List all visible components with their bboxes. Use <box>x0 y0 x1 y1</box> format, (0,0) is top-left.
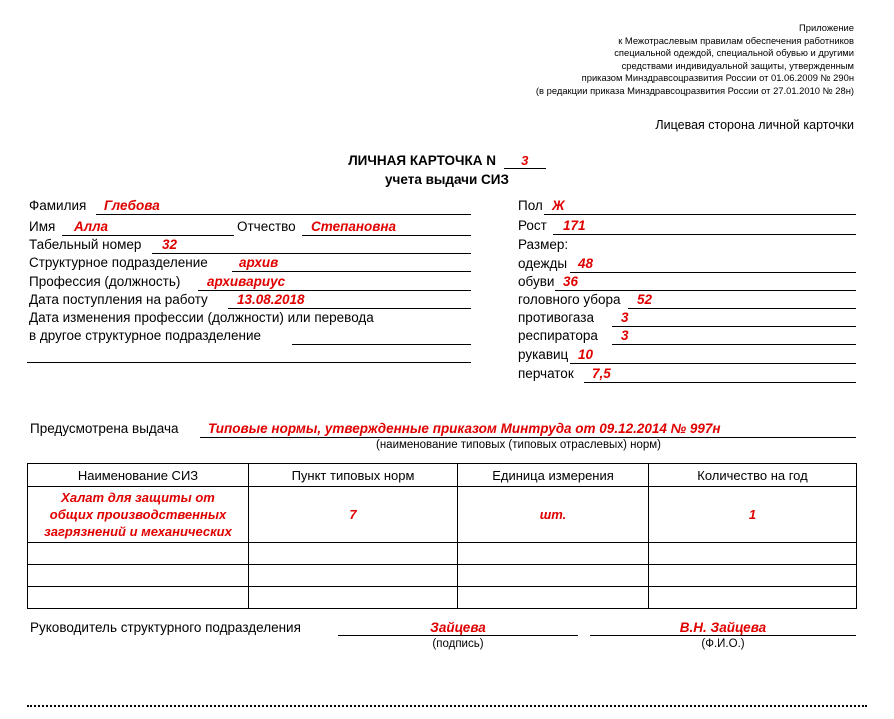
appendix-line: к Межотраслевым правилам обеспечения работников <box>618 34 854 46</box>
height-label: Рост <box>518 218 547 233</box>
provision-label: Предусмотрена выдача <box>30 421 179 436</box>
col-header-point: Пункт типовых норм <box>249 464 458 487</box>
appendix-line: специальной одеждой, специальной обувью и другими <box>614 47 854 59</box>
hat-size-line <box>628 308 856 309</box>
shoes-size-value: 36 <box>563 274 579 289</box>
respirator-size-value: 3 <box>621 328 629 343</box>
appendix-line: приказом Минздравсоцразвития России от 01.06.2009 № 290н <box>581 72 854 84</box>
clothes-size-line <box>570 272 856 273</box>
card-subtitle: учета выдачи СИЗ <box>385 172 509 187</box>
card-number: 3 <box>521 153 529 168</box>
size-label: Размер: <box>518 237 569 252</box>
siz-point-cell: 7 <box>249 487 458 543</box>
signature-line <box>338 635 578 636</box>
card-title <box>0 153 894 169</box>
hire-date-value: 13.08.2018 <box>237 292 305 307</box>
signature-label: Руководитель структурного подразделения <box>30 620 301 635</box>
side-note: Лицевая сторона личной карточки <box>655 118 854 132</box>
card-title-text: ЛИЧНАЯ КАРТОЧКА N <box>348 153 497 168</box>
provision-caption: (наименование типовых (типовых отраслевых) норм) <box>376 439 661 451</box>
shoes-size-line <box>555 290 856 291</box>
profession-label: Профессия (должность) <box>29 274 181 289</box>
col-header-name: Наименование СИЗ <box>28 464 249 487</box>
fio-caption: (Ф.И.О.) <box>701 638 745 650</box>
provision-line <box>200 437 856 438</box>
surname-value: Глебова <box>104 198 160 213</box>
change-line-2 <box>27 362 471 363</box>
siz-table <box>27 463 857 609</box>
siz-name-line: Халат для защиты от <box>61 490 215 505</box>
hire-date-label: Дата поступления на работу <box>29 292 208 307</box>
respirator-size-label: респиратора <box>518 328 598 343</box>
dept-label: Структурное подразделение <box>29 255 208 270</box>
col-header-unit: Единица измерения <box>458 464 649 487</box>
sex-value: Ж <box>552 198 565 213</box>
dept-line <box>232 271 471 272</box>
signature-value: Зайцева <box>430 620 486 635</box>
hire-date-line <box>228 308 471 309</box>
hat-size-value: 52 <box>637 292 653 307</box>
mittens-size-value: 10 <box>578 347 594 362</box>
tab-number-label: Табельный номер <box>29 237 142 252</box>
gloves-size-label: перчаток <box>518 366 574 381</box>
sex-label: Пол <box>518 198 543 213</box>
profession-value: архивариус <box>207 274 286 289</box>
name-line <box>62 235 234 236</box>
table-row <box>28 487 857 543</box>
cut-line <box>27 705 867 707</box>
change-label-line1: Дата изменения профессии (должности) или перевода <box>29 310 374 325</box>
appendix-note <box>494 22 854 98</box>
sex-line <box>544 214 856 215</box>
col-header-qty: Количество на год <box>649 464 857 487</box>
surname-line <box>96 214 471 215</box>
surname-label: Фамилия <box>29 198 87 213</box>
patronymic-value: Степановна <box>311 219 397 234</box>
profession-line <box>198 290 471 291</box>
name-value: Алла <box>74 219 109 234</box>
gasmask-size-value: 3 <box>621 310 629 325</box>
mittens-size-line <box>570 363 856 364</box>
mittens-size-label: рукавиц <box>518 347 569 362</box>
clothes-size-value: 48 <box>578 256 594 271</box>
clothes-size-label: одежды <box>518 256 568 271</box>
table-row-empty <box>28 565 857 587</box>
tab-number-line <box>152 253 471 254</box>
fio-line <box>590 635 856 636</box>
name-label: Имя <box>29 219 56 234</box>
signature-caption: (подпись) <box>432 638 484 650</box>
patronymic-label: Отчество <box>237 219 296 234</box>
siz-unit-cell: шт. <box>458 487 649 543</box>
siz-name-cell <box>28 487 249 543</box>
gasmask-size-line <box>612 326 856 327</box>
provision-value: Типовые нормы, утвержденные приказом Минтруда от 09.12.2014 № 997н <box>208 421 721 436</box>
appendix-line: (в редакции приказа Минздравсоцразвития России от 27.01.2010 № 28н) <box>535 84 854 96</box>
dept-value: архив <box>239 255 279 270</box>
gloves-size-value: 7,5 <box>592 366 611 381</box>
table-row-empty <box>28 587 857 609</box>
height-value: 171 <box>563 218 586 233</box>
gloves-size-line <box>584 382 856 383</box>
height-line <box>553 234 856 235</box>
siz-qty-cell: 1 <box>649 487 857 543</box>
change-label-line2: в другое структурное подразделение <box>29 328 262 343</box>
shoes-size-label: обуви <box>518 274 555 289</box>
gasmask-size-label: противогаза <box>518 310 594 325</box>
respirator-size-line <box>612 344 856 345</box>
siz-name-line: общих производственных <box>49 507 227 522</box>
table-row-empty <box>28 543 857 565</box>
hat-size-label: головного убора <box>518 292 621 307</box>
appendix-line: средствами индивидуальной защиты, утвержденным <box>621 59 854 71</box>
appendix-line: Приложение <box>799 22 854 33</box>
table-header-row <box>28 464 857 487</box>
patronymic-line <box>302 235 471 236</box>
siz-name-line: загрязнений и механических <box>44 524 232 539</box>
fio-value: В.Н. Зайцева <box>679 620 767 635</box>
change-line <box>292 344 471 345</box>
card-number-field <box>504 153 546 169</box>
tab-number-value: 32 <box>162 237 178 252</box>
